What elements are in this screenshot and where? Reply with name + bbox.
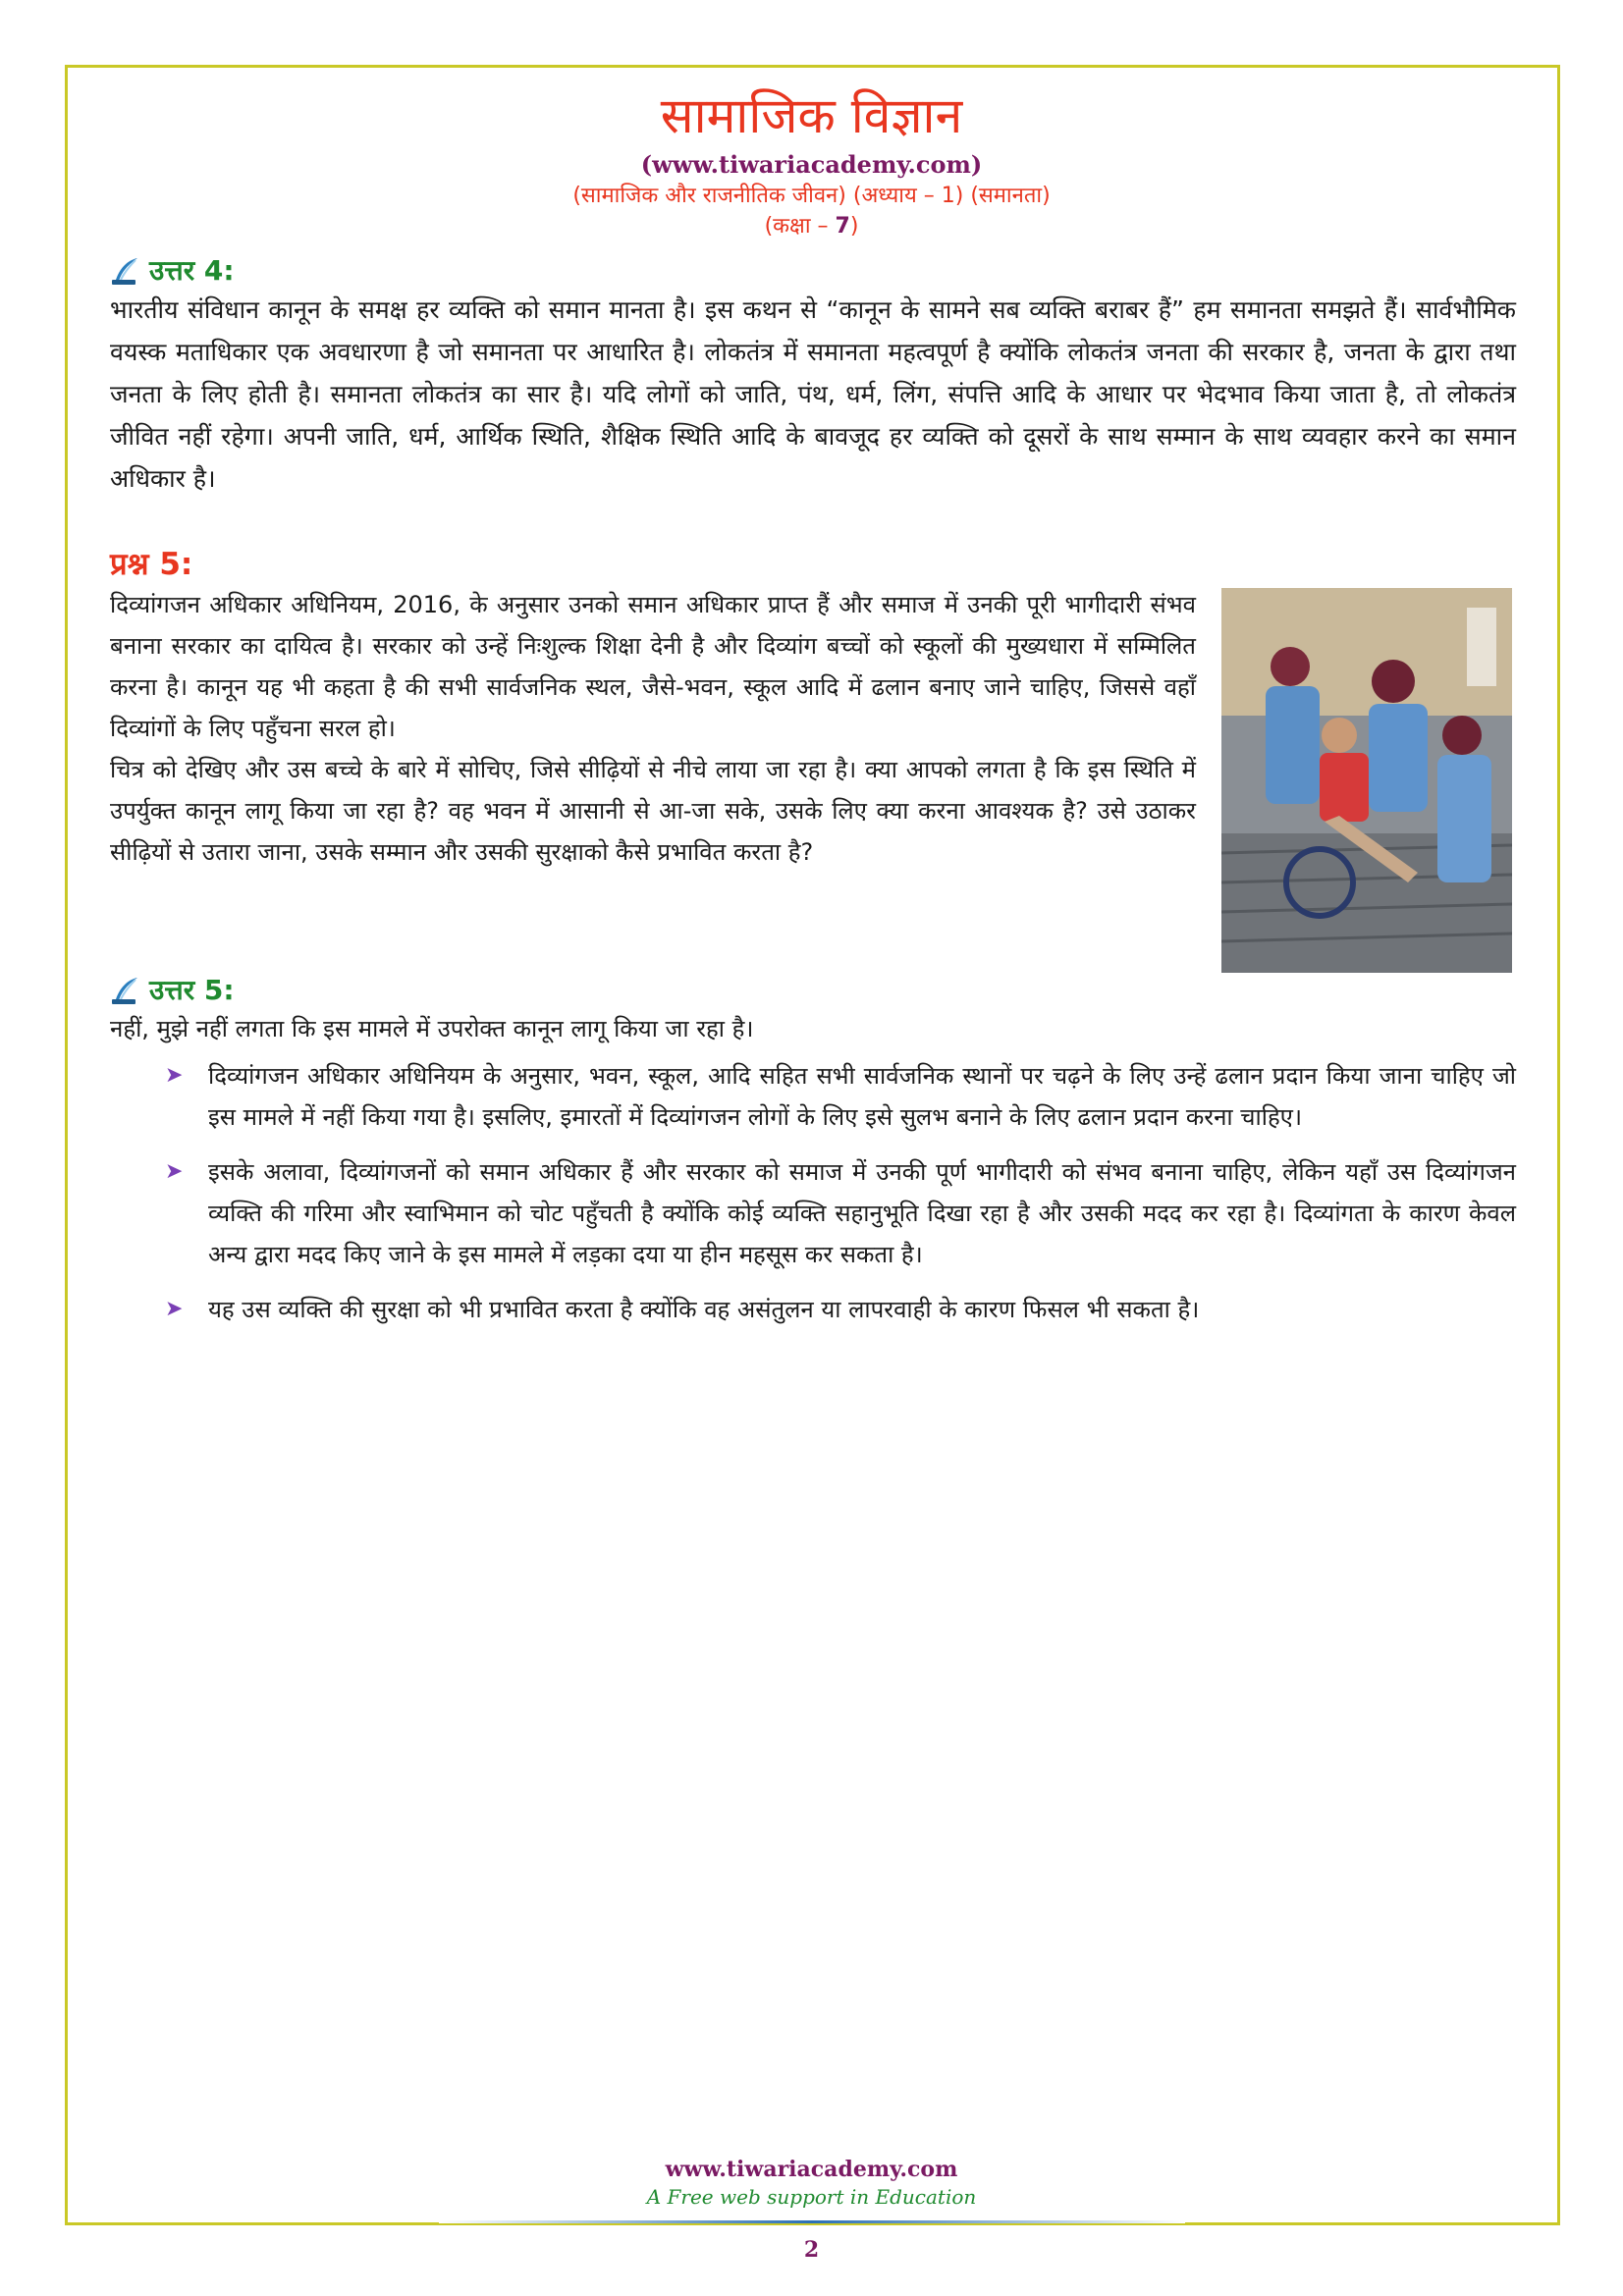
page-content [110,253,1516,1344]
arrow-bullet-icon: ➤ [165,1159,184,1184]
class-number: 7 [835,214,850,239]
wheelchair-photo [1221,588,1512,973]
quill-logo-icon [110,256,141,286]
page-number: 2 [803,2237,820,2263]
answer-5-heading [110,973,1516,1008]
class-label [0,212,1623,241]
class-prefix: (कक्षा – [764,214,829,239]
question-5-para-2: चित्र को देखिए और उस बच्चे के बारे में सोचिए, जिसे सीढ़ियों से नीचे लाया जा रहा है। क्या आपको लगता है कि इस स्थिति में उपर्युक्त कानून लागू किया जा रहा है? वह भवन में आसानी से आ-जा सके, उसके लिए क्या करना आवश्यक है? उसे उठाकर सीढ़ियों से उतारा जाना, उसके सम्मान और उसकी सुरक्षाको कैसे प्रभावित करता है? [110,756,1196,866]
bullet-text: यह उस व्यक्ति की सुरक्षा को भी प्रभावित करता है क्योंकि वह असंतुलन या लापरवाही के कारण फिसल भी सकता है। [208,1296,1200,1323]
footer-website-link[interactable]: www.tiwariacademy.com [665,2157,958,2182]
class-suffix: ) [849,214,859,239]
answer-4-text: भारतीय संविधान कानून के समक्ष हर व्यक्ति को समान मानता है। इस कथन से “कानून के सामने सब व्यक्ति बराबर हैं” हम समानता समझते हैं। सार्वभौमिक वयस्क मताधिकार एक अवधारणा है जो समानता पर आधारित है। लोकतंत्र में समानता महत्वपूर्ण है क्योंकि लोकतंत्र जनता की सरकार है, जनता के द्वारा तथा जनता के लिए होती है। समानता लोकतंत्र का सार है। यदि लोगों को जाति, पंथ, धर्म, लिंग, संपत्ति आदि के आधार पर भेदभाव किया जाता है, तो लोकतंत्र जीवित नहीं रहेगा। अपनी जाति, धर्म, आर्थिक स्थिति, शैक्षिक स्थिति आदि के बावजूद हर व्यक्ति को दूसरों के साथ सम्मान के साथ व्यवहार करने का समान अधिकार है। [110,295,1516,493]
list-item [110,1055,1516,1138]
question-5-heading: प्रश्न 5: [110,547,193,582]
page-footer [0,2156,1623,2263]
footer-divider [439,2220,1185,2223]
arrow-bullet-icon: ➤ [165,1297,184,1321]
answer-5-intro: नहीं, मुझे नहीं लगता कि इस मामले में उपरोक्त कानून लागू किया जा रहा है। [110,1015,754,1042]
topic-label: (समानता) [970,184,1051,208]
list-item [110,1151,1516,1275]
footer-tagline: A Free web support in Education [646,2185,977,2209]
question-5-block [110,584,1516,973]
question-5-para-1: दिव्यांगजन अधिकार अधिनियम, 2016, के अनुसार उनको समान अधिकार प्राप्त हैं और समाज में उनकी पूरी भागीदारी संभव बनाना सरकार का दायित्व है। सरकार को उन्हें निःशुल्क शिक्षा देनी है और दिव्यांग बच्चों को स्कूलों की मुख्यधारा में सम्मिलित करना है। कानून यह भी कहता है की सभी सार्वजनिक स्थल, जैसे-भवन, स्कूल आदि में ढलान बनाए जाने चाहिए, जिससे वहाँ दिव्यांगों के लिए पहुँचना सरल हो। [110,591,1196,742]
answer-4-heading [110,253,1516,289]
bullet-text: दिव्यांगजन अधिकार अधिनियम के अनुसार, भवन, स्कूल, आदि सहित सभी सार्वजनिक स्थानों पर चढ़ने के लिए उन्हें ढलान प्रदान किया जाना चाहिए जो इस मामले में नहीं किया गया है। इसलिए, इमारतों में दिव्यांगजन लोगों के लिए इसे सुलभ बनाने के लिए ढलान प्रदान करना चाहिए। [208,1062,1516,1131]
bullet-text: इसके अलावा, दिव्यांगजनों को समान अधिकार हैं और सरकार को समाज में उनकी पूर्ण भागीदारी को संभव बनाना चाहिए, लेकिन यहाँ उस दिव्यांगजन व्यक्ति की गरिमा और स्वाभिमान को चोट पहुँचती है क्योंकि कोई व्यक्ति सहानुभूति दिखा रहा है और उसकी मदद कर रहा है। दिव्यांगता के कारण केवल अन्य द्वारा मदद किए जाने के इस मामले में लड़का दया या हीन महसूस कर सकता है। [208,1158,1516,1268]
quill-logo-icon [110,976,141,1005]
list-item [110,1289,1516,1330]
header-subtitle [0,181,1623,212]
answer-5-bullets [110,1055,1516,1330]
book-name: (सामाजिक और राजनीतिक जीवन) [572,184,846,208]
question-5-text [110,584,1196,873]
answer-5-label: उत्तर 5: [149,974,235,1006]
page-title: सामाजिक विज्ञान [660,87,963,144]
header-website: (www.tiwariacademy.com) [640,150,983,179]
arrow-bullet-icon: ➤ [165,1063,184,1088]
page-header [0,86,1623,241]
answer-4-label: उत्तर 4: [149,254,235,287]
chapter-label: (अध्याय – 1) [852,184,964,208]
